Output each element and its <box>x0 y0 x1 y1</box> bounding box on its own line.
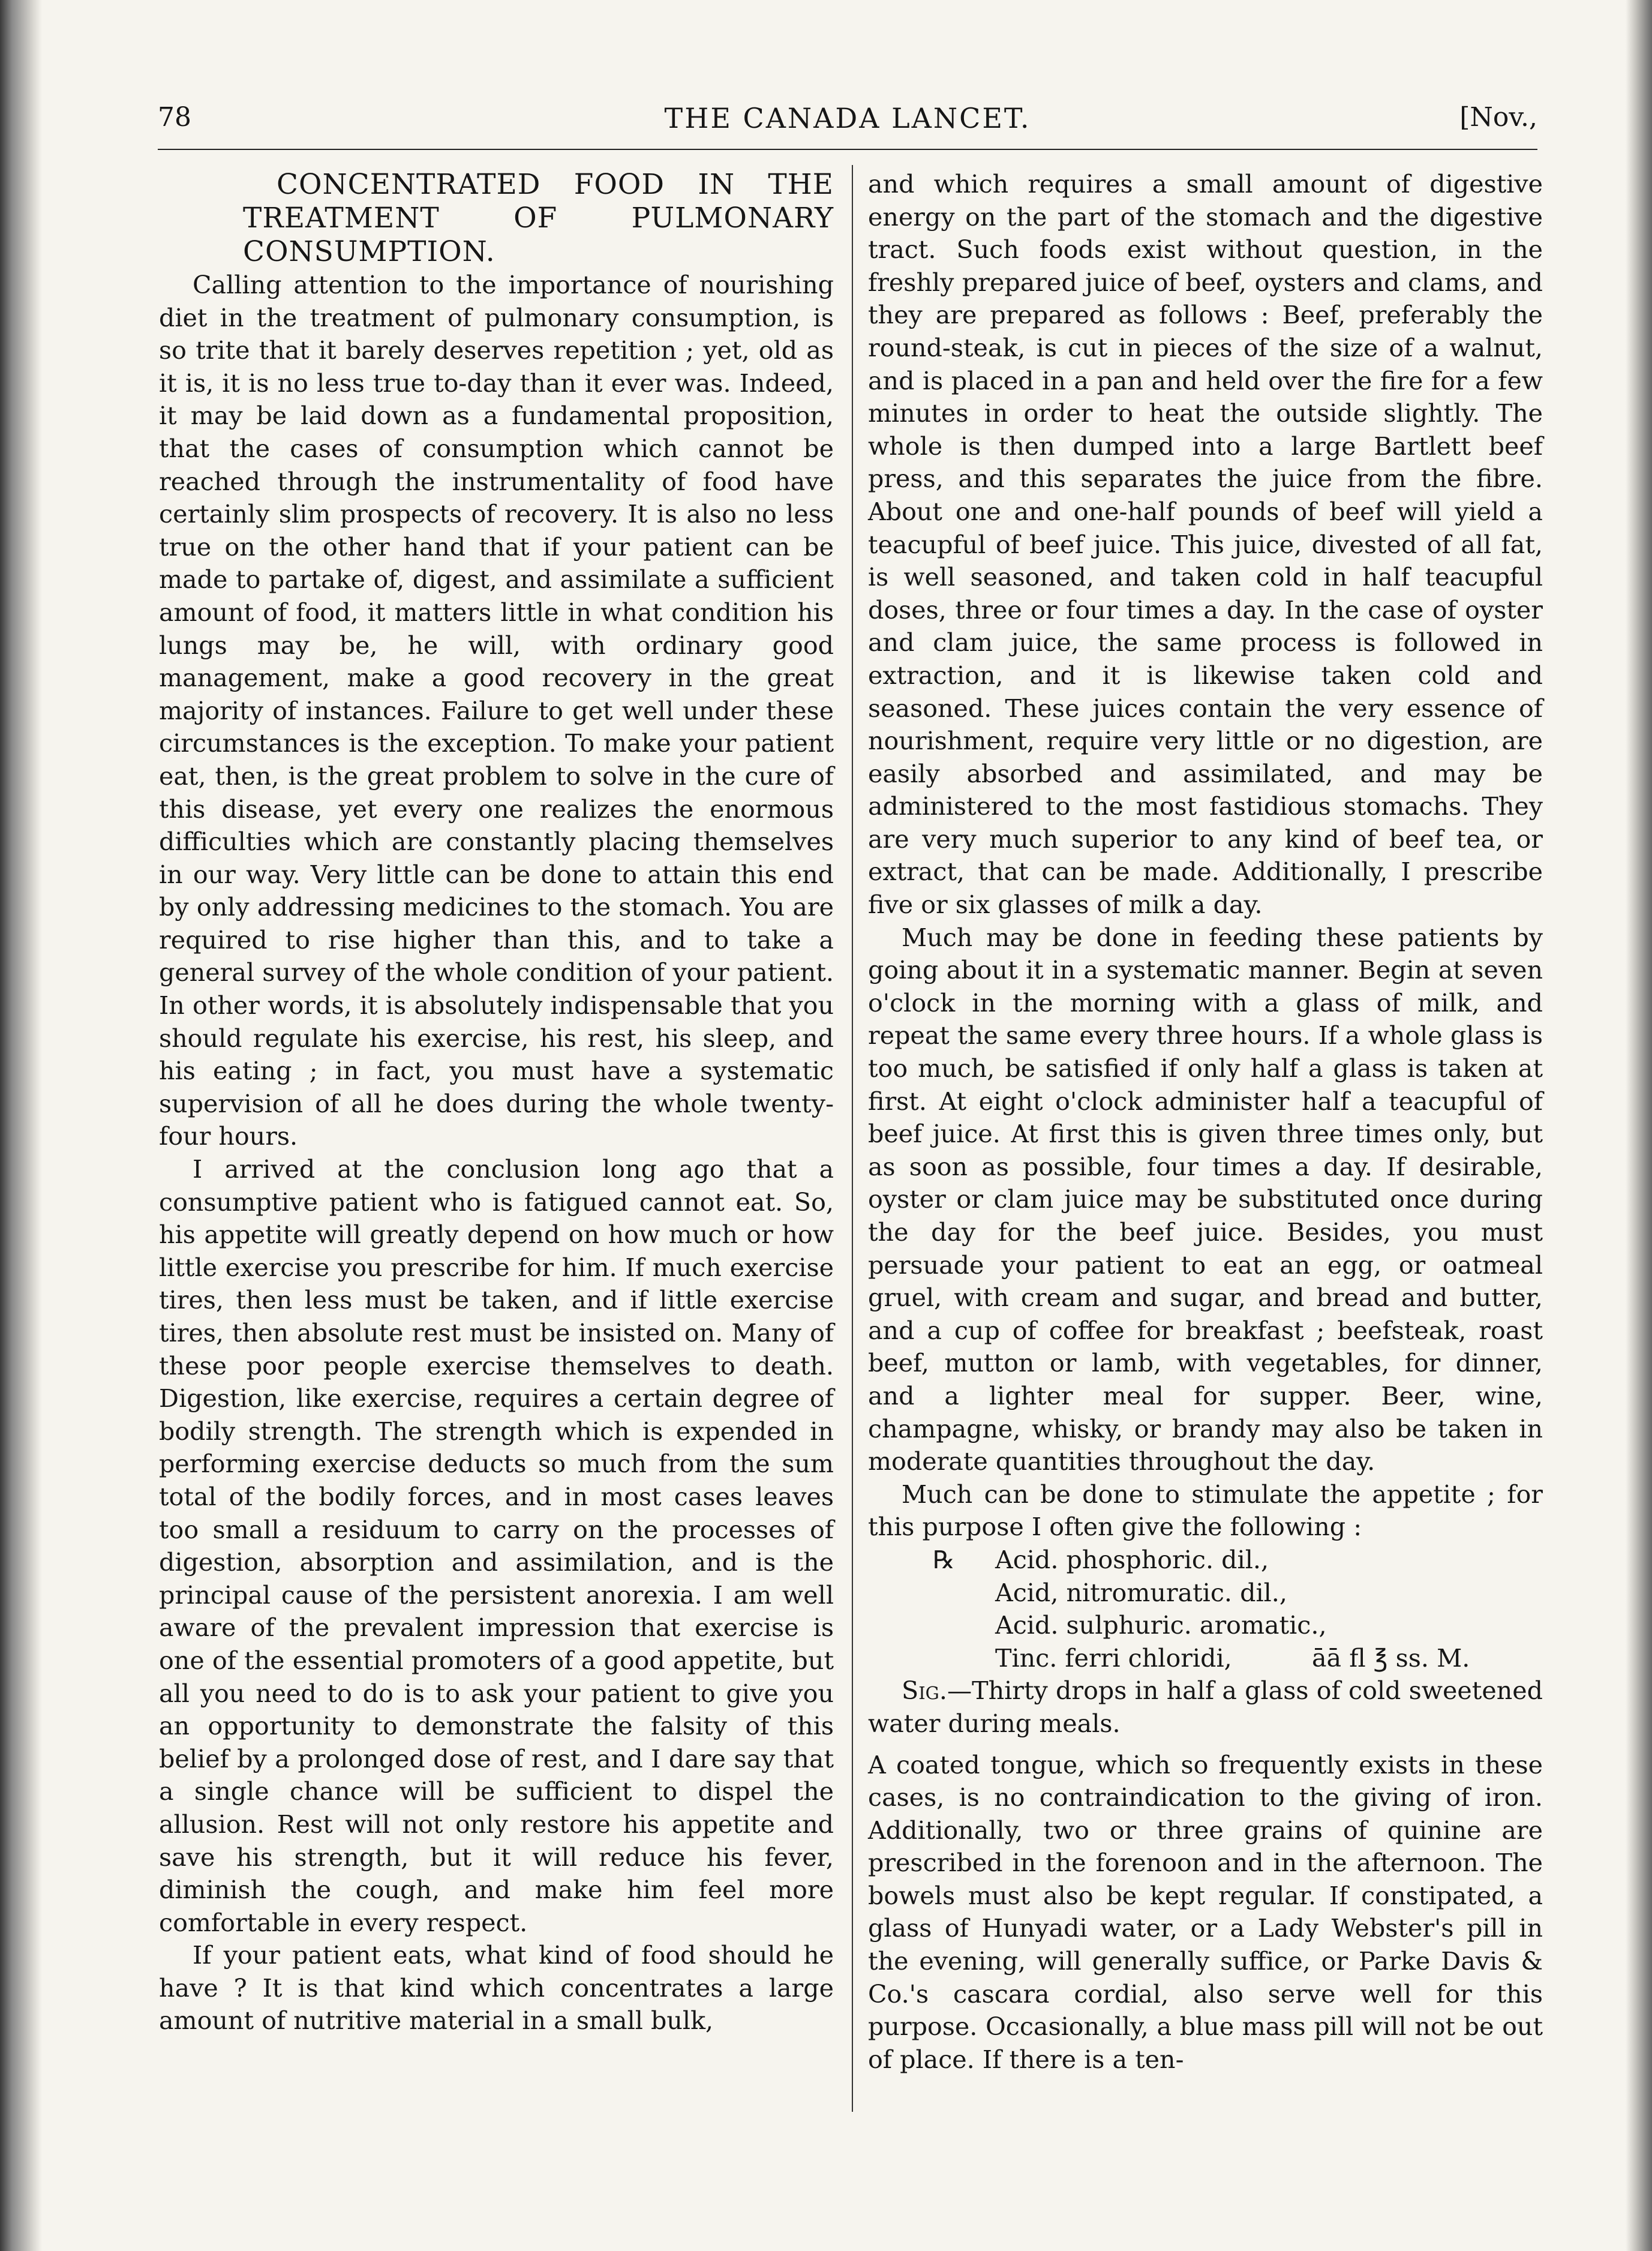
paragraph: Much can be done to stimulate the appetite ; for this purpose I often give the following : <box>868 1479 1543 1542</box>
prescription <box>868 1544 1543 1674</box>
paragraph: Calling attention to the importance of nourishing diet in the treatment of pulmonary consumption, is so trite that it barely deserves repetition ; yet, old as it is, it is no less true to-day than it ever was. Indeed, it may be laid down as a fundamental proposition, that the cases of consumption which cannot be reached through the instrumentality of food have certainly slim prospects of recovery. It is also no less true on the other hand that if your patient can be made to partake of, digest, and assimilate a sufficient amount of food, it matters little in what condition his lungs may be, he will, with ordinary good management, make a good recovery in the great majority of instances. Failure to get well under these circumstances is the exception. To make your patient eat, then, is the great problem to solve in the cure of this disease, yet every one realizes the enormous difficulties which are constantly placing themselves in our way. Very little can be done to attain this end by only addressing medicines to the stomach. You are required to rise higher than this, and to take a general survey of the whole condition of your patient. In other words, it is absolutely indispensable that you should regulate his exercise, his rest, his sleep, and his eating ; in fact, you must have a systematic supervision of all he does during the whole twenty-four hours. <box>159 271 834 1151</box>
prescription-line <box>868 1544 1543 1577</box>
paragraph: A coated tongue, which so frequently exists in these cases, is no contraindication to the giving of iron. Additionally, two or three grains of quinine are prescribed in the forenoon and in the afternoon. The bowels must also be kept regular. If constipated, a glass of Hunyadi water, or a Lady Webster's pill in the evening, will generally suffice, or Parke Davis & Co.'s cascara cordial, also serve well for this purpose. Occasionally, a blue mass pill will not be out of place. If there is a ten- <box>868 1750 1543 2074</box>
running-header <box>158 102 1537 144</box>
right-column <box>868 168 1543 2076</box>
paragraph: I arrived at the conclusion long ago that a consumptive patient who is fatigued cannot eat. So, his appetite will greatly depend on how much or how little exercise you prescribe for him. If much exercise tires, then less must be taken, and if little exercise tires, then absolute rest must be insisted on. Many of these poor people exercise themselves to death. Digestion, like exercise, requires a certain degree of bodily strength. The strength which is expended in performing exercise deducts so much from the sum total of the bodily forces, and in most cases leaves too small a residuum to carry on the processes of digestion, absorption and assimilation, and is the principal cause of the persistent anorexia. I am well aware of the prevalent impression that exercise is one of the essential promoters of a good appetite, but all you need to do is to ask your patient to give you an opportunity to demonstrate the falsity of this belief by a prolonged dose of rest, and I dare say that a single chance will be sufficient to dispel the allusion. Rest will not only restore his appetite and save his strength, but it will reduce his fever, diminish the cough, and make him feel more comfortable in every respect. <box>159 1155 834 1937</box>
page-edge-shadow <box>1626 0 1652 2251</box>
prescription-line <box>868 1609 1543 1642</box>
binding-edge <box>0 0 42 2251</box>
recipe-symbol-icon: ℞ <box>933 1545 955 1574</box>
page-number: 78 <box>158 102 191 133</box>
prescription-ingredient: Tinc. ferri chloridi, <box>995 1643 1232 1673</box>
paragraph: Much may be done in feeding these patients by going about it in a systematic manner. Begin at seven o'clock in the morning with a glass of milk, and repeat the same every three hours. If a whole glass is too much, be satisfied if only half a glass is taken at first. At eight o'clock administer half a teacupful of beef juice. At first this is given three times only, but as soon as possible, four times a day. If desirable, oyster or clam juice may be substituted once during the day for the beef juice. Besides, you must persuade your patient to eat an egg, or oatmeal gruel, with cream and sugar, and bread and butter, and a cup of coffee for breakfast ; beefsteak, roast beef, mutton or lamb, with vegetables, for dinner, and a lighter meal for supper. Beer, wine, champagne, whisky, or brandy may also be taken in moderate quantities throughout the day. <box>868 923 1543 1476</box>
left-column <box>159 168 834 2037</box>
sig-text: —Thirty drops in half a glass of cold sweetened water during meals. <box>868 1676 1543 1738</box>
prescription-line <box>868 1577 1543 1610</box>
article-title: CONCENTRATED FOOD IN THE TREATMENT OF PULMONARY CONSUMPTION. <box>243 168 834 268</box>
header-rule <box>158 149 1537 150</box>
sig-label: Sig. <box>902 1676 947 1706</box>
paragraph: and which requires a small amount of digestive energy on the part of the stomach and the digestive tract. Such foods exist without question, in the freshly prepared juice of beef, oysters and clams, and they are prepared as follows : Beef, preferably the round-steak, is cut in pieces of the size of a walnut, and is placed in a pan and held over the fire for a few minutes in order to heat the outside slightly. The whole is then dumped into a large Bartlett beef press, and this separates the juice from the fibre. About one and one-half pounds of beef will yield a teacupful of beef juice. This juice, divested of all fat, is well seasoned, and taken cold in half teacupful doses, three or four times a day. In the case of oyster and clam juice, the same process is followed in extraction, and it is likewise taken cold and seasoned. These juices contain the very essence of nourishment, require very little or no digestion, are easily absorbed and assimilated, and may be administered to the most fastidious stomachs. They are very much superior to any kind of beef tea, or extract, that can be made. Additionally, I prescribe five or six glasses of milk a day. <box>868 170 1543 920</box>
journal-title: THE CANADA LANCET. <box>664 102 1031 134</box>
issue-month: [Nov., <box>1459 102 1537 133</box>
prescription-ingredient: Acid. sulphuric. aromatic., <box>995 1611 1327 1640</box>
paragraph: If your patient eats, what kind of food should he have ? It is that kind which concentrates a large amount of nutritive material in a small bulk, <box>159 1941 834 2036</box>
prescription-line <box>868 1642 1543 1675</box>
prescription-dose: āā fl ℥ ss. M. <box>1312 1643 1470 1673</box>
signature-directions <box>868 1674 1543 1740</box>
column-divider <box>852 165 853 2112</box>
prescription-ingredient: Acid, nitromuratic. dil., <box>995 1578 1287 1607</box>
prescription-ingredient: Acid. phosphoric. dil., <box>995 1545 1269 1574</box>
